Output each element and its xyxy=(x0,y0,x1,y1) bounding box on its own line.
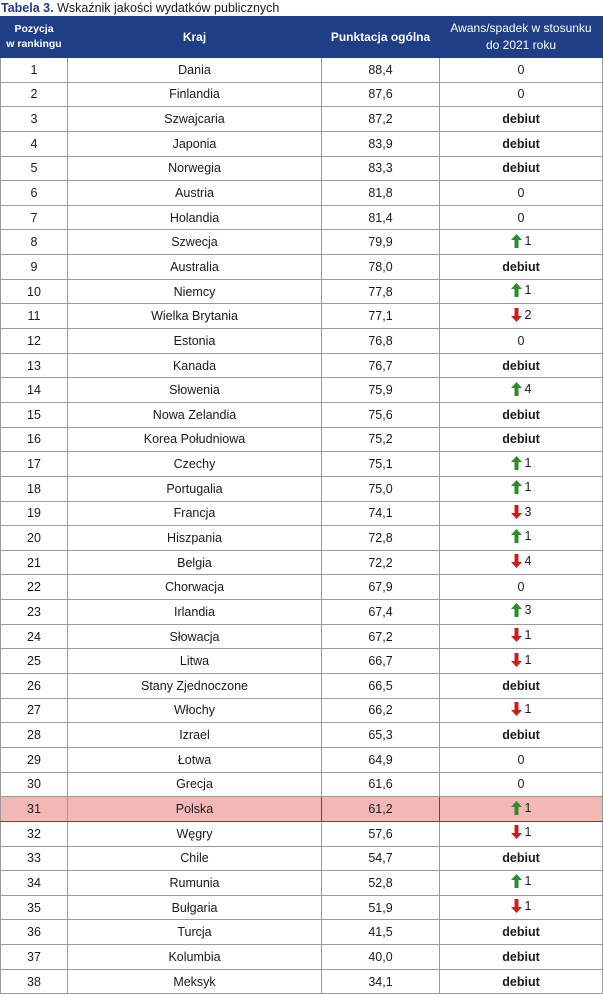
cell-zmiana xyxy=(440,82,603,107)
table-row xyxy=(1,205,603,230)
change-indicator xyxy=(502,112,540,126)
cell-zmiana xyxy=(440,353,603,378)
change-value: 1 xyxy=(524,529,532,544)
change-value: 0 xyxy=(517,87,525,102)
change-indicator xyxy=(511,801,532,815)
change-value: 3 xyxy=(524,504,532,519)
table-row xyxy=(1,82,603,107)
arrow-up-icon xyxy=(511,529,522,543)
change-indicator xyxy=(511,529,532,543)
cell-punktacja: 88,4 xyxy=(322,58,440,83)
cell-kraj: Dania xyxy=(68,58,322,83)
cell-zmiana xyxy=(440,329,603,354)
cell-punktacja: 54,7 xyxy=(322,846,440,871)
cell-punktacja: 41,5 xyxy=(322,920,440,945)
cell-zmiana xyxy=(440,649,603,674)
cell-kraj: Belgia xyxy=(68,550,322,575)
cell-kraj: Grecja xyxy=(68,772,322,797)
cell-zmiana xyxy=(440,181,603,206)
table-row xyxy=(1,945,603,970)
cell-pozycja: 13 xyxy=(1,353,68,378)
arrow-up-icon xyxy=(511,874,522,888)
table-row xyxy=(1,624,603,649)
table-row xyxy=(1,107,603,132)
cell-kraj: Włochy xyxy=(68,698,322,723)
debut-label: debiut xyxy=(502,112,540,127)
cell-kraj: Meksyk xyxy=(68,969,322,994)
cell-punktacja: 76,7 xyxy=(322,353,440,378)
cell-punktacja: 77,8 xyxy=(322,279,440,304)
cell-punktacja: 66,7 xyxy=(322,649,440,674)
cell-kraj: Norwegia xyxy=(68,156,322,181)
debut-label: debiut xyxy=(502,432,540,447)
cell-zmiana xyxy=(440,279,603,304)
table-row xyxy=(1,871,603,896)
table-row xyxy=(1,698,603,723)
cell-pozycja: 22 xyxy=(1,575,68,600)
table-row xyxy=(1,230,603,255)
table-header-row xyxy=(1,17,603,58)
cell-pozycja: 25 xyxy=(1,649,68,674)
cell-zmiana xyxy=(440,575,603,600)
arrow-down-icon xyxy=(511,653,522,667)
cell-zmiana xyxy=(440,378,603,403)
cell-zmiana xyxy=(440,452,603,477)
arrow-down-icon xyxy=(511,702,522,716)
change-value: 4 xyxy=(524,554,532,569)
change-value: 3 xyxy=(524,603,532,618)
table-row xyxy=(1,476,603,501)
cell-kraj: Czechy xyxy=(68,452,322,477)
cell-pozycja: 23 xyxy=(1,600,68,625)
debut-label: debiut xyxy=(502,728,540,743)
change-value: 0 xyxy=(517,777,525,792)
cell-kraj: Izrael xyxy=(68,723,322,748)
debut-label: debiut xyxy=(502,851,540,866)
cell-punktacja: 77,1 xyxy=(322,304,440,329)
cell-zmiana xyxy=(440,969,603,994)
debut-label: debiut xyxy=(502,136,540,151)
header-pozycja-line2: w rankingu xyxy=(6,38,62,50)
ranking-table xyxy=(0,16,603,994)
arrow-down-icon xyxy=(511,899,522,913)
cell-pozycja: 1 xyxy=(1,58,68,83)
cell-kraj: Nowa Zelandia xyxy=(68,402,322,427)
header-punktacja: Punktacja ogólna xyxy=(322,17,440,58)
cell-pozycja: 9 xyxy=(1,255,68,280)
cell-zmiana xyxy=(440,255,603,280)
cell-kraj: Australia xyxy=(68,255,322,280)
cell-pozycja: 33 xyxy=(1,846,68,871)
change-indicator xyxy=(502,161,540,175)
cell-kraj: Niemcy xyxy=(68,279,322,304)
cell-kraj: Kolumbia xyxy=(68,945,322,970)
cell-punktacja: 83,9 xyxy=(322,131,440,156)
cell-punktacja: 74,1 xyxy=(322,501,440,526)
change-indicator xyxy=(511,308,532,322)
table-row xyxy=(1,353,603,378)
cell-pozycja: 5 xyxy=(1,156,68,181)
change-indicator xyxy=(511,653,532,667)
cell-punktacja: 75,0 xyxy=(322,476,440,501)
debut-label: debiut xyxy=(502,678,540,693)
arrow-up-icon xyxy=(511,456,522,470)
change-indicator xyxy=(502,728,540,742)
header-zmiana-line2: do 2021 roku xyxy=(485,38,557,52)
change-value: 1 xyxy=(524,825,532,840)
cell-punktacja: 52,8 xyxy=(322,871,440,896)
cell-pozycja: 34 xyxy=(1,871,68,896)
cell-kraj: Estonia xyxy=(68,329,322,354)
caption-text: Wskaźnik jakości wydatków publicznych xyxy=(57,1,280,15)
change-indicator xyxy=(518,580,525,594)
cell-punktacja: 76,8 xyxy=(322,329,440,354)
cell-kraj: Japonia xyxy=(68,131,322,156)
cell-pozycja: 36 xyxy=(1,920,68,945)
table-row xyxy=(1,550,603,575)
change-indicator xyxy=(518,63,525,77)
cell-kraj: Bułgaria xyxy=(68,895,322,920)
cell-punktacja: 72,8 xyxy=(322,526,440,551)
change-value: 1 xyxy=(524,899,532,914)
cell-pozycja: 27 xyxy=(1,698,68,723)
cell-pozycja: 2 xyxy=(1,82,68,107)
arrow-up-icon xyxy=(511,382,522,396)
table-row xyxy=(1,501,603,526)
cell-punktacja: 87,6 xyxy=(322,82,440,107)
table-row xyxy=(1,920,603,945)
cell-pozycja: 8 xyxy=(1,230,68,255)
change-indicator xyxy=(511,505,532,519)
cell-punktacja: 64,9 xyxy=(322,747,440,772)
cell-zmiana xyxy=(440,747,603,772)
debut-label: debiut xyxy=(502,949,540,964)
cell-punktacja: 66,2 xyxy=(322,698,440,723)
change-indicator xyxy=(511,456,532,470)
cell-kraj: Litwa xyxy=(68,649,322,674)
table-row xyxy=(1,452,603,477)
arrow-up-icon xyxy=(511,603,522,617)
debut-label: debiut xyxy=(502,974,540,989)
change-indicator xyxy=(511,628,532,642)
cell-zmiana xyxy=(440,723,603,748)
arrow-up-icon xyxy=(511,283,522,297)
cell-pozycja: 30 xyxy=(1,772,68,797)
cell-zmiana xyxy=(440,402,603,427)
cell-pozycja: 24 xyxy=(1,624,68,649)
cell-kraj: Rumunia xyxy=(68,871,322,896)
change-value: 1 xyxy=(524,874,532,889)
cell-punktacja: 61,2 xyxy=(322,797,440,822)
arrow-up-icon xyxy=(511,801,522,815)
cell-punktacja: 75,9 xyxy=(322,378,440,403)
cell-kraj: Irlandia xyxy=(68,600,322,625)
change-value: 0 xyxy=(517,580,525,595)
table-row xyxy=(1,279,603,304)
change-value: 1 xyxy=(524,455,532,470)
cell-kraj: Szwajcaria xyxy=(68,107,322,132)
change-indicator xyxy=(502,851,540,865)
cell-zmiana xyxy=(440,156,603,181)
cell-kraj: Słowenia xyxy=(68,378,322,403)
cell-kraj: Holandia xyxy=(68,205,322,230)
cell-zmiana xyxy=(440,476,603,501)
table-row xyxy=(1,156,603,181)
change-value: 1 xyxy=(524,283,532,298)
table-row xyxy=(1,575,603,600)
cell-kraj: Chorwacja xyxy=(68,575,322,600)
debut-label: debiut xyxy=(502,358,540,373)
cell-punktacja: 81,4 xyxy=(322,205,440,230)
arrow-up-icon xyxy=(511,480,522,494)
change-indicator xyxy=(502,432,540,446)
table-row xyxy=(1,895,603,920)
cell-zmiana xyxy=(440,230,603,255)
cell-zmiana xyxy=(440,920,603,945)
change-indicator xyxy=(518,334,525,348)
cell-punktacja: 67,4 xyxy=(322,600,440,625)
cell-kraj: Portugalia xyxy=(68,476,322,501)
table-row xyxy=(1,747,603,772)
change-indicator xyxy=(511,825,532,839)
cell-punktacja: 57,6 xyxy=(322,821,440,846)
change-value: 1 xyxy=(524,628,532,643)
change-indicator xyxy=(511,554,532,568)
cell-punktacja: 65,3 xyxy=(322,723,440,748)
change-indicator xyxy=(518,186,525,200)
table-row xyxy=(1,427,603,452)
cell-kraj: Hiszpania xyxy=(68,526,322,551)
cell-pozycja: 20 xyxy=(1,526,68,551)
change-indicator xyxy=(518,211,525,225)
arrow-down-icon xyxy=(511,825,522,839)
cell-pozycja: 21 xyxy=(1,550,68,575)
cell-punktacja: 75,2 xyxy=(322,427,440,452)
change-value: 0 xyxy=(517,186,525,201)
change-value: 4 xyxy=(524,381,532,396)
change-indicator xyxy=(511,234,532,248)
cell-kraj: Francja xyxy=(68,501,322,526)
cell-pozycja: 35 xyxy=(1,895,68,920)
cell-zmiana xyxy=(440,58,603,83)
table-row xyxy=(1,58,603,83)
table-row xyxy=(1,846,603,871)
cell-zmiana xyxy=(440,107,603,132)
cell-pozycja: 19 xyxy=(1,501,68,526)
change-indicator xyxy=(511,480,532,494)
arrow-down-icon xyxy=(511,505,522,519)
cell-pozycja: 3 xyxy=(1,107,68,132)
change-indicator xyxy=(511,382,532,396)
change-indicator xyxy=(502,925,540,939)
cell-punktacja: 34,1 xyxy=(322,969,440,994)
table-row xyxy=(1,402,603,427)
header-pozycja xyxy=(1,17,68,58)
cell-pozycja: 37 xyxy=(1,945,68,970)
cell-punktacja: 79,9 xyxy=(322,230,440,255)
arrow-down-icon xyxy=(511,628,522,642)
cell-pozycja: 29 xyxy=(1,747,68,772)
cell-kraj: Słowacja xyxy=(68,624,322,649)
cell-punktacja: 61,6 xyxy=(322,772,440,797)
table-row xyxy=(1,723,603,748)
cell-pozycja: 17 xyxy=(1,452,68,477)
header-pozycja-line1: Pozycja xyxy=(14,23,54,35)
cell-zmiana xyxy=(440,945,603,970)
table-row xyxy=(1,526,603,551)
change-indicator xyxy=(511,603,532,617)
change-indicator xyxy=(502,260,540,274)
cell-kraj: Korea Południowa xyxy=(68,427,322,452)
change-indicator xyxy=(511,899,532,913)
table-row xyxy=(1,969,603,994)
table-row xyxy=(1,772,603,797)
cell-punktacja: 78,0 xyxy=(322,255,440,280)
cell-zmiana xyxy=(440,501,603,526)
cell-pozycja: 32 xyxy=(1,821,68,846)
cell-punktacja: 72,2 xyxy=(322,550,440,575)
header-zmiana xyxy=(440,17,603,58)
change-value: 1 xyxy=(524,701,532,716)
change-indicator xyxy=(511,283,532,297)
cell-zmiana xyxy=(440,205,603,230)
change-value: 1 xyxy=(524,800,532,815)
change-value: 0 xyxy=(517,62,525,77)
table-row xyxy=(1,329,603,354)
change-value: 0 xyxy=(517,752,525,767)
cell-punktacja: 75,6 xyxy=(322,402,440,427)
debut-label: debiut xyxy=(502,407,540,422)
change-value: 1 xyxy=(524,480,532,495)
cell-punktacja: 81,8 xyxy=(322,181,440,206)
change-value: 0 xyxy=(517,210,525,225)
change-value: 2 xyxy=(524,307,532,322)
cell-zmiana xyxy=(440,427,603,452)
cell-pozycja: 15 xyxy=(1,402,68,427)
cell-pozycja: 31 xyxy=(1,797,68,822)
cell-kraj: Wielka Brytania xyxy=(68,304,322,329)
cell-pozycja: 14 xyxy=(1,378,68,403)
arrow-up-icon xyxy=(511,234,522,248)
debut-label: debiut xyxy=(502,161,540,176)
arrow-down-icon xyxy=(511,308,522,322)
cell-zmiana xyxy=(440,698,603,723)
cell-zmiana xyxy=(440,526,603,551)
cell-pozycja: 12 xyxy=(1,329,68,354)
cell-punktacja: 67,2 xyxy=(322,624,440,649)
table-row xyxy=(1,649,603,674)
table-row xyxy=(1,131,603,156)
cell-kraj: Austria xyxy=(68,181,322,206)
cell-zmiana xyxy=(440,600,603,625)
cell-pozycja: 4 xyxy=(1,131,68,156)
cell-zmiana xyxy=(440,550,603,575)
change-indicator xyxy=(502,137,540,151)
cell-zmiana xyxy=(440,674,603,699)
cell-kraj: Stany Zjednoczone xyxy=(68,674,322,699)
change-indicator xyxy=(511,702,532,716)
cell-kraj: Szwecja xyxy=(68,230,322,255)
change-indicator xyxy=(518,777,525,791)
arrow-down-icon xyxy=(511,554,522,568)
table-row xyxy=(1,378,603,403)
cell-punktacja: 67,9 xyxy=(322,575,440,600)
cell-kraj: Turcja xyxy=(68,920,322,945)
table-row xyxy=(1,304,603,329)
cell-punktacja: 40,0 xyxy=(322,945,440,970)
table-row xyxy=(1,821,603,846)
cell-kraj: Finlandia xyxy=(68,82,322,107)
change-indicator xyxy=(502,679,540,693)
cell-pozycja: 28 xyxy=(1,723,68,748)
cell-kraj: Kanada xyxy=(68,353,322,378)
cell-punktacja: 66,5 xyxy=(322,674,440,699)
change-value: 0 xyxy=(517,333,525,348)
change-indicator xyxy=(502,359,540,373)
debut-label: debiut xyxy=(502,259,540,274)
change-indicator xyxy=(518,87,525,101)
cell-pozycja: 26 xyxy=(1,674,68,699)
change-indicator xyxy=(502,975,540,989)
change-indicator xyxy=(502,950,540,964)
cell-punktacja: 51,9 xyxy=(322,895,440,920)
cell-pozycja: 6 xyxy=(1,181,68,206)
header-zmiana-line1: Awans/spadek w stosunku xyxy=(450,21,592,35)
cell-punktacja: 87,2 xyxy=(322,107,440,132)
change-indicator xyxy=(518,753,525,767)
cell-pozycja: 7 xyxy=(1,205,68,230)
table-caption xyxy=(0,0,603,16)
cell-pozycja: 16 xyxy=(1,427,68,452)
cell-pozycja: 18 xyxy=(1,476,68,501)
table-body xyxy=(1,58,603,994)
cell-kraj: Łotwa xyxy=(68,747,322,772)
cell-kraj: Chile xyxy=(68,846,322,871)
cell-pozycja: 38 xyxy=(1,969,68,994)
cell-punktacja: 83,3 xyxy=(322,156,440,181)
table-row xyxy=(1,181,603,206)
table-row xyxy=(1,255,603,280)
cell-zmiana xyxy=(440,624,603,649)
table-row xyxy=(1,600,603,625)
cell-zmiana xyxy=(440,821,603,846)
change-indicator xyxy=(502,408,540,422)
cell-zmiana xyxy=(440,797,603,822)
cell-zmiana xyxy=(440,772,603,797)
change-indicator xyxy=(511,874,532,888)
change-value: 1 xyxy=(524,652,532,667)
cell-zmiana xyxy=(440,846,603,871)
cell-zmiana xyxy=(440,304,603,329)
cell-kraj: Polska xyxy=(68,797,322,822)
caption-label: Tabela 3. xyxy=(1,1,54,15)
cell-pozycja: 11 xyxy=(1,304,68,329)
cell-punktacja: 75,1 xyxy=(322,452,440,477)
table-row xyxy=(1,797,603,822)
cell-pozycja: 10 xyxy=(1,279,68,304)
change-value: 1 xyxy=(524,233,532,248)
header-kraj: Kraj xyxy=(68,17,322,58)
cell-zmiana xyxy=(440,131,603,156)
cell-zmiana xyxy=(440,895,603,920)
cell-zmiana xyxy=(440,871,603,896)
debut-label: debiut xyxy=(502,925,540,940)
table-row xyxy=(1,674,603,699)
cell-kraj: Węgry xyxy=(68,821,322,846)
